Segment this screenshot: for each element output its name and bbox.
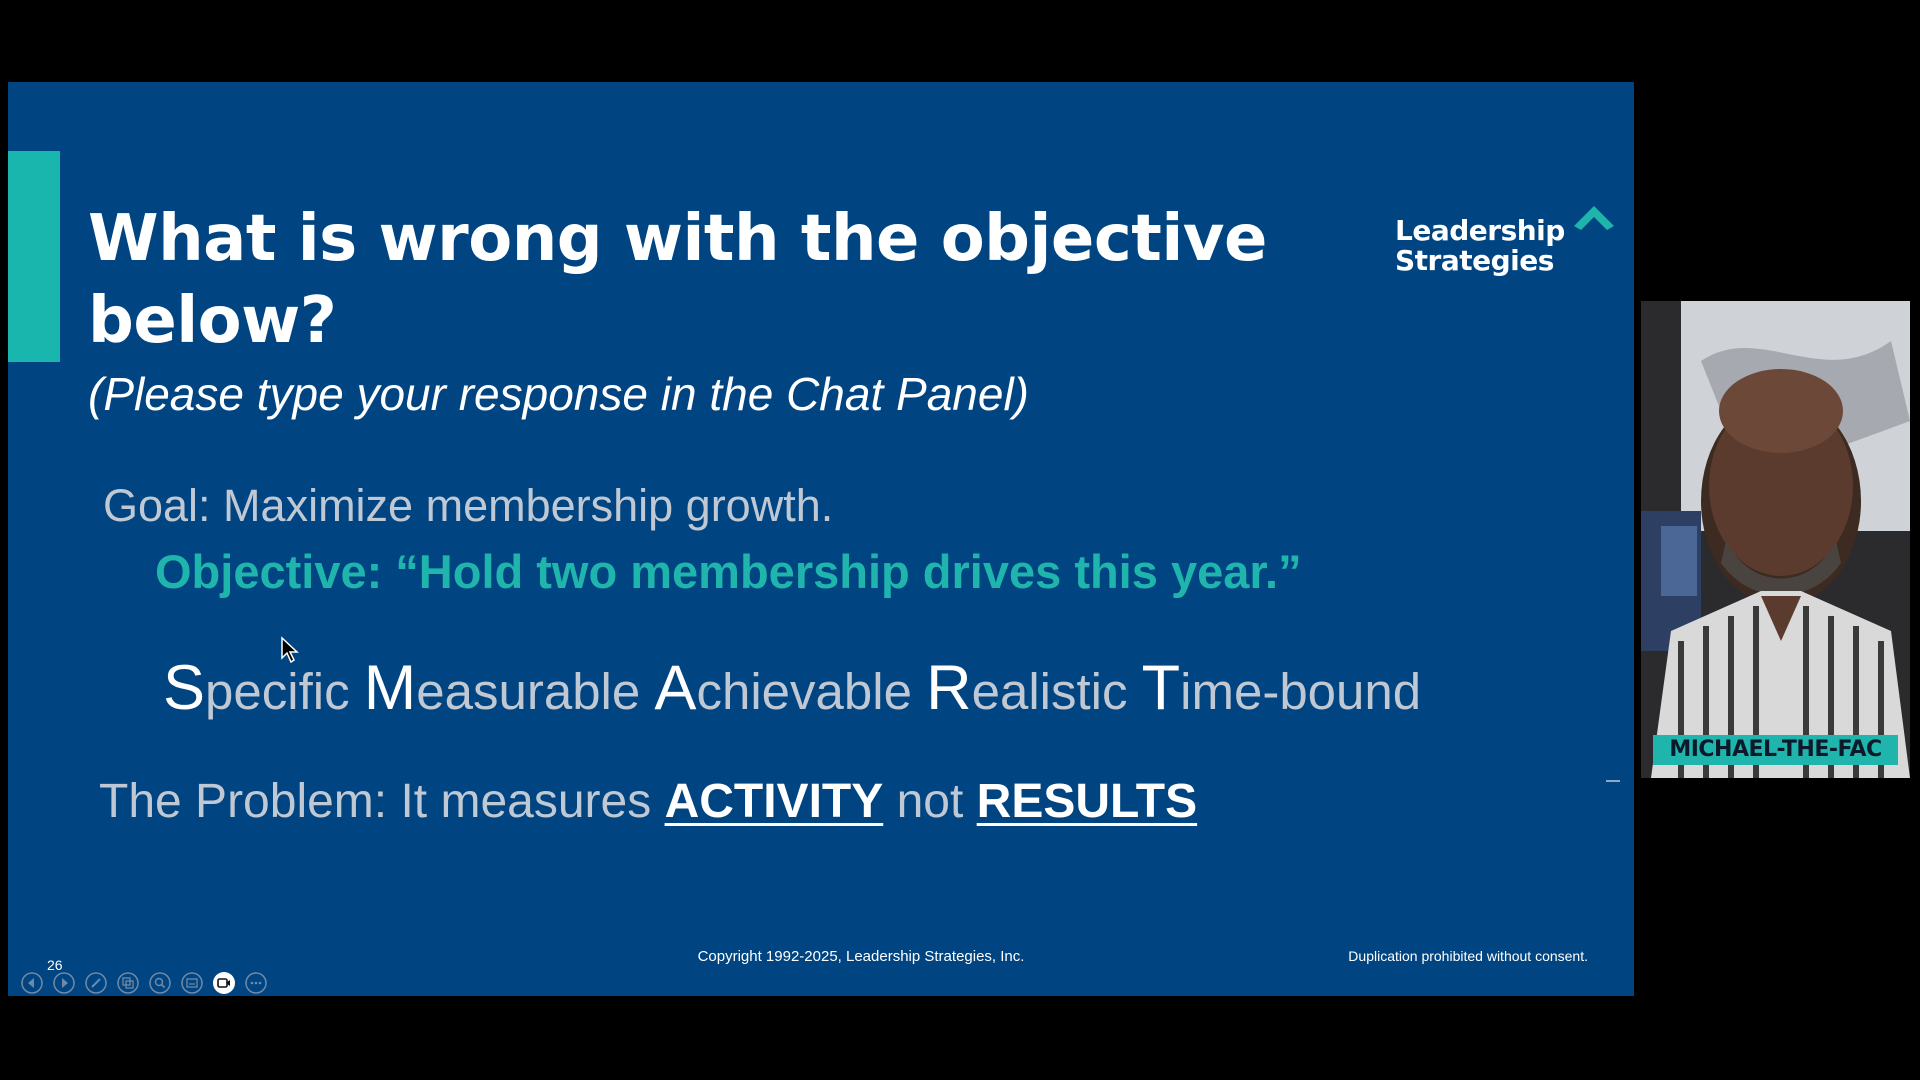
- slide-subtitle: (Please type your response in the Chat Panel): [88, 368, 1029, 420]
- see-all-slides-button[interactable]: [116, 971, 140, 995]
- participant-video-feed: [1641, 301, 1910, 778]
- arrow-left-icon: [20, 971, 44, 995]
- smart-measurable: Measurable: [363, 653, 641, 723]
- next-slide-button[interactable]: [52, 971, 76, 995]
- presenter-toolbar: [20, 971, 268, 995]
- pen-tool-button[interactable]: [84, 971, 108, 995]
- activity-emphasis: ACTIVITY: [664, 775, 884, 828]
- slide-title: What is wrong with the objective below?: [88, 202, 1267, 358]
- subtitles-button[interactable]: [180, 971, 204, 995]
- duplication-notice: Duplication prohibited without consent.: [1348, 948, 1588, 964]
- participant-video-tile[interactable]: [1641, 301, 1910, 778]
- smart-realistic: Realistic: [926, 653, 1128, 723]
- mouse-pointer-icon: [280, 636, 300, 664]
- more-options-button[interactable]: [244, 971, 268, 995]
- smart-acronym: [163, 655, 1421, 725]
- logo-line-2: Strategies: [1395, 244, 1554, 277]
- results-emphasis: RESULTS: [976, 775, 1198, 828]
- subtitles-icon: [180, 971, 204, 995]
- previous-slide-button[interactable]: [20, 971, 44, 995]
- magnifier-icon: [148, 971, 172, 995]
- presentation-slide: [8, 82, 1634, 996]
- chevron-up-logo-icon: [1574, 204, 1614, 230]
- smart-achievable: Achievable: [654, 653, 912, 723]
- camera-button[interactable]: [212, 971, 236, 995]
- copyright-footer: Copyright 1992-2025, Leadership Strategies, Inc.: [697, 948, 1025, 965]
- slides-grid-icon: [116, 971, 140, 995]
- ellipsis-icon: [244, 971, 268, 995]
- leadership-strategies-logo: [1395, 212, 1625, 302]
- participant-name-tag: MICHAEL-THE-FAC: [1653, 735, 1898, 765]
- slide-number: 26: [47, 957, 63, 973]
- goal-text: Goal: Maximize membership growth.: [103, 480, 834, 531]
- objective-text: Objective: “Hold two membership drives this year.”: [155, 545, 1302, 598]
- divider-mark: [1606, 780, 1620, 782]
- arrow-right-icon: [52, 971, 76, 995]
- smart-specific: Specific: [163, 653, 350, 723]
- pen-icon: [84, 971, 108, 995]
- smart-time-bound: Time-bound: [1141, 653, 1422, 723]
- logo-line-1: Leadership: [1395, 214, 1565, 247]
- title-accent-bar: [8, 151, 60, 362]
- problem-statement: The Problem: It measures ACTIVITY not RESULTS: [99, 775, 1198, 828]
- camera-icon: [212, 971, 236, 995]
- zoom-button[interactable]: [148, 971, 172, 995]
